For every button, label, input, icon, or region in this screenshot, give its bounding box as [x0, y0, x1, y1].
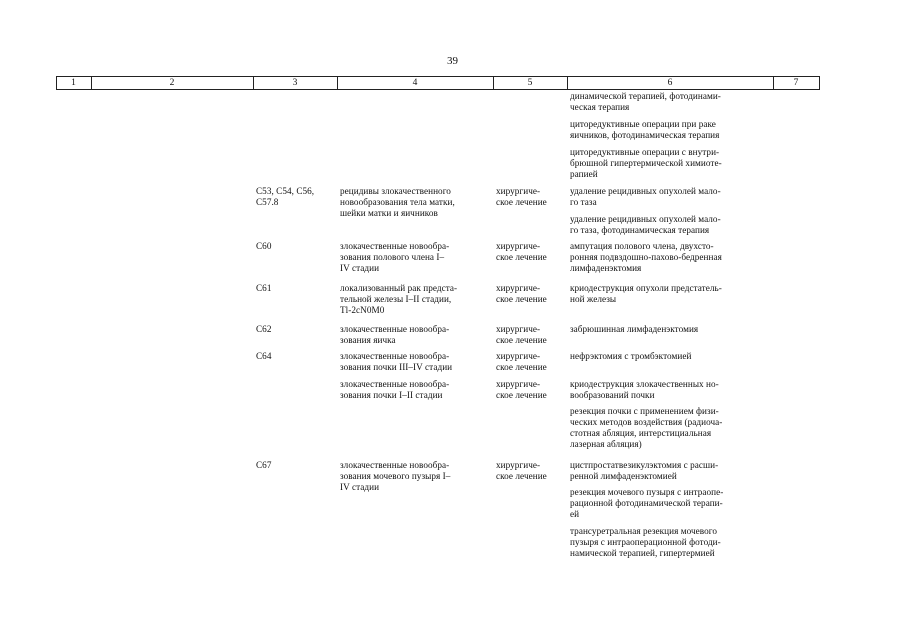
diagnosis-text: шейки матки и яичников	[340, 208, 438, 218]
treatment-type: хирургиче-	[496, 324, 541, 334]
diagnosis-text: злокачественные новообра-	[340, 324, 450, 334]
methods-text: лазерная абляция)	[570, 439, 642, 449]
treatment-type: хирургиче-	[496, 460, 541, 470]
treatment-type: хирургиче-	[496, 351, 541, 361]
methods-text: циторедуктивные операции с внутри-	[570, 147, 720, 157]
methods-text: яичников, фотодинамическая терапия	[570, 130, 720, 140]
table-header-bottom-rule	[56, 89, 820, 90]
methods-text: ной железы	[570, 294, 617, 304]
methods-text: забрюшинная лимфаденэктомия	[570, 324, 699, 334]
methods-text: ческих методов воздействия (радиоча-	[570, 417, 723, 427]
icd-code: C60	[256, 241, 272, 251]
diagnosis-text: зования почки III–IV стадии	[340, 362, 453, 372]
diagnosis-text: зования мочевого пузыря I–	[340, 471, 451, 481]
treatment-type: хирургиче-	[496, 241, 541, 251]
diagnosis-text: зования почки I–II стадии	[340, 390, 443, 400]
diagnosis-text: злокачественные новообра-	[340, 351, 450, 361]
icd-code: C62	[256, 324, 272, 334]
icd-code: C53, C54, C56,	[256, 186, 315, 196]
methods-text: динамической терапией, фотодинами-	[570, 91, 721, 101]
diagnosis-text: злокачественные новообра-	[340, 379, 450, 389]
treatment-type: ское лечение	[496, 335, 547, 345]
icd-code: C61	[256, 283, 272, 293]
icd-code: C67	[256, 460, 272, 470]
methods-text: ренной лимфаденэктомией	[570, 471, 677, 481]
methods-text: цистпростатвезикулэктомия с расши-	[570, 460, 719, 470]
treatment-type: ское лечение	[496, 362, 547, 372]
treatment-type: ское лечение	[496, 197, 547, 207]
treatment-type: ское лечение	[496, 294, 547, 304]
diagnosis-text: рецидивы злокачественного	[340, 186, 451, 196]
methods-text: удаление рецидивных опухолей мало-	[570, 186, 721, 196]
column-header-5: 5	[527, 78, 533, 88]
diagnosis-text: злокачественные новообра-	[340, 460, 450, 470]
methods-text: рационной фотодинамической терапи-	[570, 498, 723, 508]
methods-text: лимфаденэктомия	[570, 263, 642, 273]
column-header-4: 4	[412, 78, 418, 88]
diagnosis-text: злокачественные новообра-	[340, 241, 450, 251]
icd-code: C57.8	[256, 197, 279, 207]
column-divider	[819, 77, 820, 89]
methods-text: резекция мочевого пузыря с интраопе-	[570, 487, 724, 497]
methods-text: удаление рецидивных опухолей мало-	[570, 214, 721, 224]
methods-text: намической терапией, гипертермией	[570, 548, 715, 558]
methods-text: нефрэктомия с тромбэктомией	[570, 351, 692, 361]
methods-text: ампутация полового члена, двухсто-	[570, 241, 714, 251]
diagnosis-text: IV стадии	[340, 482, 380, 492]
diagnosis-text: зования полового члена I–	[340, 252, 445, 262]
methods-text: стотная абляция, интерстициальная	[570, 428, 712, 438]
methods-text: криодеструкция опухоли предстатель-	[570, 283, 722, 293]
diagnosis-text: IV стадии	[340, 263, 380, 273]
methods-text: пузыря с интраоперационной фотоди-	[570, 537, 721, 547]
methods-text: брюшной гипертермической химиоте-	[570, 158, 722, 168]
column-header-2: 2	[169, 78, 175, 88]
methods-text: рапией	[570, 169, 598, 179]
methods-text: трансуретральная резекция мочевого	[570, 526, 717, 536]
column-header-1: 1	[71, 78, 76, 88]
methods-text: вообразований почки	[570, 390, 655, 400]
treatment-type: хирургиче-	[496, 283, 541, 293]
page-number: 39	[447, 55, 458, 67]
treatment-type: хирургиче-	[496, 379, 541, 389]
diagnosis-text: локализованный рак предста-	[340, 283, 458, 293]
diagnosis-text: зования яичка	[340, 335, 396, 345]
treatment-type: ское лечение	[496, 471, 547, 481]
diagnosis-text: тельной железы I–II стадии,	[340, 294, 452, 304]
methods-text: ронняя подвздошно-пахово-бедренная	[570, 252, 722, 262]
diagnosis-text: Tl-2cN0M0	[340, 305, 385, 315]
methods-text: циторедуктивные операции при раке	[570, 119, 716, 129]
methods-text: резекция почки с применением физи-	[570, 406, 719, 416]
column-header-7: 7	[793, 78, 799, 88]
methods-text: ей	[570, 509, 580, 519]
treatment-type: ское лечение	[496, 252, 547, 262]
diagnosis-text: новообразования тела матки,	[340, 197, 455, 207]
column-header-6: 6	[667, 78, 673, 88]
methods-text: ческая терапия	[570, 102, 630, 112]
methods-text: го таза, фотодинамическая терапия	[570, 225, 710, 235]
treatment-type: хирургиче-	[496, 186, 541, 196]
treatment-type: ское лечение	[496, 390, 547, 400]
column-header-3: 3	[292, 78, 298, 88]
methods-text: го таза	[570, 197, 597, 207]
icd-code: C64	[256, 351, 272, 361]
methods-text: криодеструкция злокачественных но-	[570, 379, 719, 389]
